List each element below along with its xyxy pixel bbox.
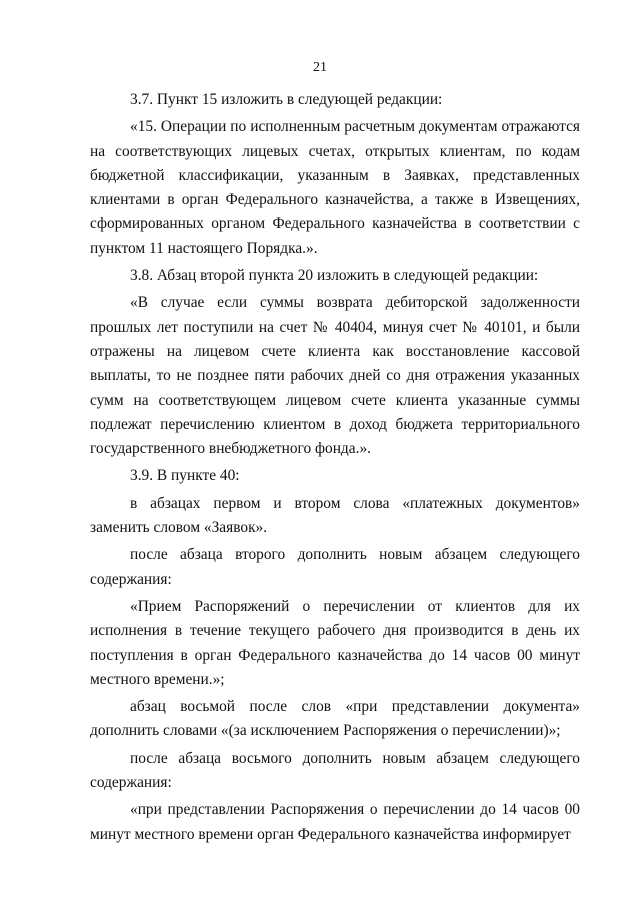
paragraph-after-eighth: после абзаца восьмого дополнить новым абзацем следующего содержания: [90, 749, 580, 792]
paragraph-replace-words: в абзацах первом и втором слова «платежных документов» заменить словом «Заявок». [90, 494, 580, 537]
paragraph-3-8-heading: 3.8. Абзац второй пункта 20 изложить в следующей редакции: [130, 267, 539, 285]
paragraph-3-9-heading: 3.9. В пункте 40: [130, 467, 240, 485]
paragraph-point-20-text: «В случае если суммы возврата дебиторской задолженности прошлых лет поступили на счет № 40404, минуя счет № 40101, и были отражены на лицевом счете клиента как восстановление кассовой выплаты, то не позднее пяти рабочих дней со дня отражения указанных сумм на соответствующем лицевом счете клиента указанные суммы подлежат перечислению клиентом в доход бюджета территориального государственного внебюджетного фонда.». [90, 294, 580, 458]
paragraph-before-14-hours: «при представлении Распоряжения о перечислении до 14 часов 00 минут местного времени орган Федерального казначейства информирует [90, 801, 580, 843]
paragraph-eighth-addition: абзац восьмой после слов «при представлении документа» дополнить словами «(за исключением Распоряжения о перечислении)»; [90, 698, 580, 740]
paragraph-after-second: после абзаца второго дополнить новым абзацем следующего содержания: [90, 546, 580, 588]
paragraph-point-15-text: «15. Операции по исполненным расчетным документам отражаются на соответствующих лицевых счетах, открытых клиентам, по кодам бюджетной классификации, указанным в Заявках, представленных клиентами в орган Федерального казначейства, а также в Извещениях, сформированных органом Федерального казначейства в соответствии с пунктом 11 настоящего Порядка.». [90, 118, 580, 257]
paragraph-3-7-heading: 3.7. Пункт 15 изложить в следующей редакции: [130, 91, 443, 108]
document-body [90, 88, 580, 847]
paragraph-acceptance-orders: «Прием Распоряжений о перечислении от клиентов для их исполнения в течение текущего рабочего дня производится в день их поступления в орган Федерального казначейства до 14 часов 00 минут местного времени.»; [90, 597, 580, 688]
page-number: 21 [313, 60, 327, 75]
